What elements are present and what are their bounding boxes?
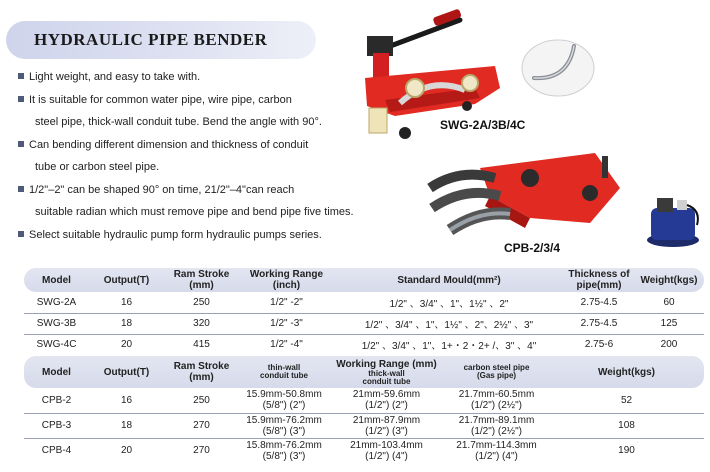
col-ram-stroke: Ram Stroke (mm) bbox=[164, 356, 239, 388]
bullet-square-icon bbox=[18, 73, 24, 79]
col-model: Model bbox=[24, 268, 89, 292]
cpb-spec-table bbox=[24, 356, 704, 463]
table-row: CPB-3 18 270 15.9mm-76.2mm (5/8") (3") 21mm-87.9mm (1/2") (3") 21.7mm-89.1mm (1/2") (2½") 108 bbox=[24, 413, 704, 438]
swg-header-row bbox=[24, 268, 704, 292]
table-row: SWG-2A 16 250 1/2" -2" 1/2" 、3/4" 、1"、1½" 、2" 2.75-4.5 60 bbox=[24, 292, 704, 313]
feature-item-continuation: tube or carbon steel pipe. bbox=[35, 161, 160, 173]
feature-item-continuation: steel pipe, thick-wall conduit tube. Bend the angle with 90°. bbox=[35, 116, 322, 128]
bullet-square-icon bbox=[18, 186, 24, 192]
col-model: Model bbox=[24, 356, 89, 388]
col-weight: Weight(kgs) bbox=[634, 268, 704, 292]
table-row: CPB-2 16 250 15.9mm-50.8mm (5/8") (2") 21mm-59.6mm (1/2") (2") 21.7mm-60.5mm (1/2") (2½") 52 bbox=[24, 388, 704, 413]
bullet-square-icon bbox=[18, 231, 24, 237]
table-row: SWG-4C 20 415 1/2" -4" 1/2" 、3/4" 、1"、1+・2・2+ /、3" 、4" 2.75-6 200 bbox=[36, 339, 678, 353]
col-carbon-steel: carbon steel pipe (Gas pipe) bbox=[444, 356, 549, 388]
bent-pipe-sample-image bbox=[520, 38, 595, 98]
feature-item: Select suitable hydraulic pump form hydraulic pumps series. bbox=[18, 224, 388, 247]
col-output: Output(T) bbox=[89, 356, 164, 388]
swg-model-label: SWG-2A/3B/4C bbox=[440, 118, 526, 132]
col-weight: Weight(kgs) bbox=[549, 356, 704, 388]
feature-item: It is suitable for common water pipe, wire pipe, carbon bbox=[18, 89, 388, 112]
col-working-range: Working Range (inch) bbox=[239, 268, 334, 292]
cpb-header-row bbox=[24, 356, 704, 388]
feature-item: Can bending different dimension and thickness of conduit bbox=[18, 134, 388, 157]
col-thin-wall: thin-wall conduit tube bbox=[239, 356, 329, 388]
bullet-square-icon bbox=[18, 141, 24, 147]
feature-item: 1/2"–2" can be shaped 90° on time, 21/2"–4"can reach bbox=[18, 179, 388, 202]
table-row: CPB-4 20 270 15.8mm-76.2mm (5/8") (3") 21mm-103.4mm (1/2") (4") 21.7mm-114.3mm (1/2") (4") 190 bbox=[41, 439, 635, 462]
col-thickness: Thickness of pipe(mm) bbox=[564, 268, 634, 292]
cpb-bender-image bbox=[420, 148, 635, 248]
hydraulic-pump-image bbox=[643, 190, 703, 250]
feature-list bbox=[18, 66, 388, 246]
page-title: HYDRAULIC PIPE BENDER bbox=[34, 30, 268, 49]
col-thick-wall: Working Range (mm) thick-wall conduit tube bbox=[329, 356, 444, 388]
feature-item: Light weight, and easy to take with. bbox=[18, 66, 388, 89]
feature-item-continuation: suitable radian which must remove pipe and bend pipe five times. bbox=[35, 206, 354, 218]
table-row: SWG-3B 18 320 1/2" -3" 1/2" 、3/4" 、1"、1½" 、2"、2½" 、3" 2.75-4.5 125 bbox=[24, 313, 704, 334]
col-ram-stroke: Ram Stroke (mm) bbox=[164, 268, 239, 292]
swg-spec-table bbox=[24, 268, 704, 355]
col-standard-mould: Standard Mould(mm²) bbox=[334, 268, 564, 292]
col-output: Output(T) bbox=[89, 268, 164, 292]
cpb-model-label: CPB-2/3/4 bbox=[504, 241, 561, 255]
bullet-square-icon bbox=[18, 96, 24, 102]
